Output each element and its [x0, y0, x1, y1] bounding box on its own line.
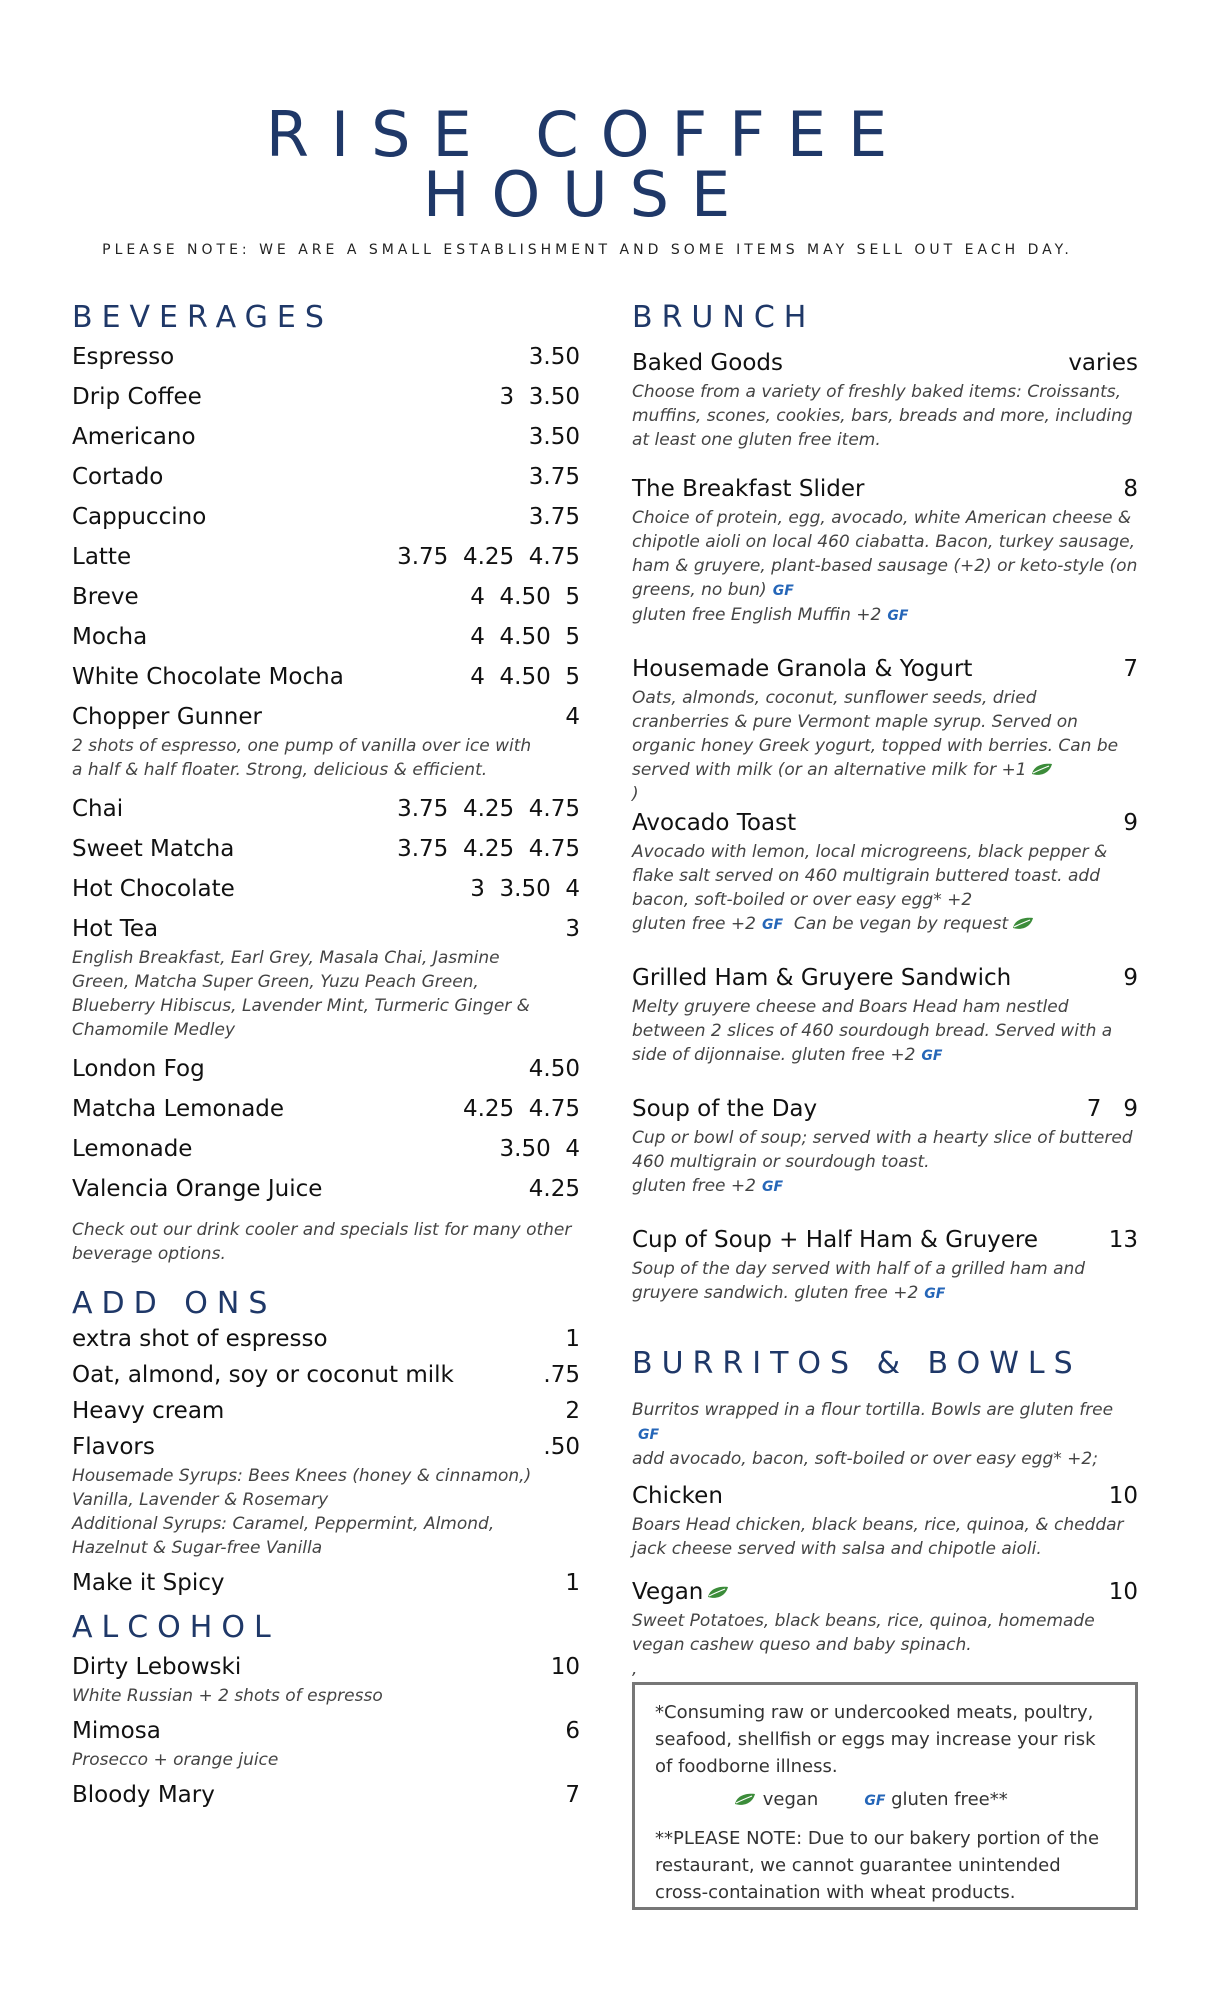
item-name: Drip Coffee: [72, 384, 202, 410]
item-price: 1: [565, 1570, 580, 1596]
item-name: Avocado Toast: [632, 810, 797, 836]
item-description-vegan: Can be vegan by request: [793, 914, 1009, 934]
item-name: London Fog: [72, 1056, 205, 1082]
addons-list: [72, 1326, 580, 1596]
item-price: 10: [1108, 1483, 1138, 1509]
item-name: Hot Tea: [72, 916, 159, 942]
menu-item: [72, 1718, 580, 1772]
item-name: Chai: [72, 796, 124, 822]
menu-item-grilled-ham: [632, 965, 1138, 1068]
item-price: 9: [1123, 965, 1138, 991]
item-name: Latte: [72, 544, 132, 570]
item-price: 6: [565, 1718, 580, 1744]
item-price: 4.25 4.75: [462, 1096, 580, 1122]
page-title-line2: HOUSE: [422, 158, 753, 231]
item-price: .75: [543, 1362, 580, 1388]
item-name: Chopper Gunner: [72, 704, 262, 730]
item-description-addons: add bacon, soft-boiled or over easy egg* +2: [632, 866, 1100, 910]
item-description-gf: gluten free English Muffin +2: [632, 605, 882, 625]
item-name: Matcha Lemonade: [72, 1096, 285, 1122]
right-column: [632, 300, 1138, 1681]
left-column: [72, 300, 580, 1808]
leaf-icon: [1011, 916, 1035, 932]
item-price: 3.75: [528, 504, 580, 530]
gf-icon: GF: [638, 1427, 660, 1443]
menu-item: [72, 384, 580, 410]
item-name: Make it Spicy: [72, 1570, 225, 1596]
item-price: 8: [1123, 476, 1138, 502]
item-description: 2 shots of espresso, one pump of vanilla over ice with a half & half floater. Strong, delicious & efficient.: [72, 736, 532, 780]
item-name: Baked Goods: [632, 350, 783, 376]
item-price: 4 4.50 5: [470, 584, 580, 610]
item-description: English Breakfast, Earl Grey, Masala Chai, Jasmine Green, Matcha Super Green, Yuzu Peach Green, Blueberry Hibiscus, Lavender Mint, Turmeric Ginger & Chamomile Medley: [72, 948, 530, 1040]
item-name: Cappuccino: [72, 504, 207, 530]
menu-item-avocado-toast: [632, 810, 1138, 937]
burritos-intro: Burritos wrapped in a flour tortilla. Bowls are gluten free: [632, 1400, 1114, 1420]
menu-item: [72, 1056, 580, 1082]
icon-legend: [730, 1786, 1115, 1815]
item-description: Choose from a variety of freshly baked items: Croissants, muffins, scones, cookies, bars, breads and more, including at least one gluten free item.: [632, 382, 1133, 450]
item-name: Lemonade: [72, 1136, 193, 1162]
bakery-cross-contamination-note: **PLEASE NOTE: Due to our bakery portion of the restaurant, we cannot guarantee unintended cross-containation with wheat products.: [655, 1828, 1100, 1903]
alcohol-heading: ALCOHOL: [72, 1610, 280, 1645]
menu-item: [72, 704, 580, 782]
menu-item: [72, 344, 580, 370]
item-price: 4 4.50 5: [470, 624, 580, 650]
item-description: Choice of protein, egg, avocado, white American cheese & chipotle aioli on local 460 ciabatta.: [632, 508, 1132, 552]
item-price: 3.75 4.25 4.75: [397, 544, 580, 570]
item-name: Grilled Ham & Gruyere Sandwich: [632, 965, 1012, 991]
menu-item: [72, 464, 580, 490]
menu-item: [72, 584, 580, 610]
item-name: Americano: [72, 424, 196, 450]
menu-item: [72, 916, 580, 1042]
item-price: 3.75 4.25 4.75: [397, 836, 580, 862]
item-price: 3 3.50: [499, 384, 580, 410]
menu-item: [72, 1570, 580, 1596]
item-price: 7: [565, 1782, 580, 1808]
menu-item: [72, 1176, 580, 1202]
menu-item-breakfast-slider: [632, 476, 1138, 628]
sellout-notice: PLEASE NOTE: WE ARE A SMALL ESTABLISHMENT AND SOME ITEMS MAY SELL OUT EACH DAY.: [102, 242, 1073, 258]
gf-icon: GF: [761, 917, 784, 933]
item-price: 3.50: [528, 424, 580, 450]
menu-item: [72, 876, 580, 902]
leaf-icon: [1030, 762, 1054, 778]
menu-item: [72, 544, 580, 570]
item-description-gf: gluten free +2: [632, 914, 756, 934]
brunch-heading: BRUNCH: [632, 300, 816, 335]
item-name: Flavors: [72, 1434, 155, 1460]
addons-heading: ADD ONS: [72, 1286, 277, 1321]
item-price: 3.75 4.25 4.75: [397, 796, 580, 822]
beverages-list: [72, 344, 580, 1202]
menu-item-soup: [632, 1096, 1138, 1199]
item-price: 7: [1123, 656, 1138, 682]
beverages-footer: Check out our drink cooler and specials list for many other beverage options.: [72, 1220, 572, 1264]
gf-icon: GF: [772, 583, 794, 599]
item-price: 4.25: [528, 1176, 580, 1202]
item-price: 3.50 4: [499, 1136, 580, 1162]
menu-item-chicken: [632, 1483, 1138, 1561]
item-name: Hot Chocolate: [72, 876, 235, 902]
item-price: 3.75: [528, 464, 580, 490]
item-name: The Breakfast Slider: [632, 476, 865, 502]
menu-item: [72, 1782, 580, 1808]
item-name: Breve: [72, 584, 139, 610]
allergy-notice-box: [632, 1682, 1138, 1910]
item-price: varies: [1068, 350, 1138, 376]
vegan-legend-label: vegan: [762, 1789, 819, 1810]
item-name: Heavy cream: [72, 1398, 225, 1424]
item-description: Sweet Potatoes, black beans, rice, quinoa, homemade vegan cashew queso and baby spinach.: [632, 1611, 1095, 1655]
menu-item: [72, 504, 580, 530]
beverages-heading: BEVERAGES: [72, 300, 333, 335]
menu-item: [72, 796, 580, 822]
gf-legend-label: gluten free**: [891, 1789, 1008, 1810]
item-description-milk: Can be served with milk (or an alternative milk for +1: [632, 736, 1119, 780]
item-description: Housemade Syrups: Bees Knees (honey & cinnamon,) Vanilla, Lavender & Rosemary Additional Syrups: Caramel, Peppermint, Almond, Hazelnut & Sugar-free Vanilla: [72, 1466, 532, 1558]
menu-item: [72, 1362, 580, 1388]
item-price: 3.50: [528, 344, 580, 370]
item-description: Avocado with lemon, local microgreens, black pepper & flake salt served on 460 multigrain buttered toast.: [632, 842, 1108, 886]
menu-item: [72, 1136, 580, 1162]
item-name: Vegan: [632, 1579, 704, 1605]
item-description-gf: gluten free +2: [632, 1176, 756, 1196]
item-price: 9: [1123, 810, 1138, 836]
menu-item: [72, 1398, 580, 1424]
gf-icon: GF: [924, 1286, 946, 1302]
item-name: Sweet Matcha: [72, 836, 235, 862]
menu-item: [72, 1096, 580, 1122]
item-price: 10: [550, 1654, 580, 1680]
menu-item: [72, 424, 580, 450]
item-description: Boars Head chicken, black beans, rice, quinoa, & cheddar jack cheese served with salsa and chipotle aioli.: [632, 1515, 1124, 1559]
item-description: White Russian + 2 shots of espresso: [72, 1686, 383, 1706]
alcohol-list: [72, 1654, 580, 1808]
menu-item: [72, 836, 580, 862]
item-name: Valencia Orange Juice: [72, 1176, 323, 1202]
menu-item-cup-soup-half: [632, 1227, 1138, 1306]
menu-item-baked-goods: [632, 350, 1138, 452]
item-name: Mimosa: [72, 1718, 161, 1744]
item-description: Cup or bowl of soup; served with a hearty slice of buttered 460 multigrain or sourdough toast.: [632, 1128, 1133, 1172]
item-name: extra shot of espresso: [72, 1326, 328, 1352]
menu-item: [72, 664, 580, 690]
item-name: Chicken: [632, 1483, 723, 1509]
item-name: Mocha: [72, 624, 148, 650]
item-name: Cortado: [72, 464, 164, 490]
item-price: 1: [565, 1326, 580, 1352]
menu-item: [72, 1326, 580, 1352]
item-price: 10: [1108, 1579, 1138, 1605]
item-price: 2: [565, 1398, 580, 1424]
gf-icon: GF: [921, 1048, 943, 1064]
item-price: 4: [565, 704, 580, 730]
gf-icon: GF: [887, 608, 909, 624]
gf-icon: GF: [761, 1179, 784, 1195]
item-description: Soup of the day served with half of a grilled ham and gruyere sandwich. gluten free +2: [632, 1259, 1086, 1303]
menu-item-vegan: [632, 1579, 1138, 1681]
leaf-icon: [706, 1585, 730, 1601]
item-name: Cup of Soup + Half Ham & Gruyere: [632, 1227, 1039, 1253]
raw-food-warning: *Consuming raw or undercooked meats, poultry, seafood, shellfish or eggs may increase your risk of foodborne illness.: [655, 1702, 1096, 1777]
menu-item: [72, 1434, 580, 1560]
item-description-options: Bacon, turkey sausage, ham & gruyere, plant-based sausage (+2) or keto-style (on greens, no bun): [632, 532, 1138, 600]
stray-mark: ,: [632, 1659, 638, 1679]
item-price: 4 4.50 5: [470, 664, 580, 690]
item-description: Prosecco + orange juice: [72, 1750, 279, 1770]
leaf-icon: [733, 1792, 757, 1808]
item-price: 7 9: [1086, 1096, 1138, 1122]
gf-icon: GF: [864, 1793, 886, 1809]
page-title: RISE COFFEE: [265, 98, 910, 171]
burritos-heading: BURRITOS & BOWLS: [632, 1346, 1082, 1381]
item-name: Espresso: [72, 344, 175, 370]
item-price: 3: [565, 916, 580, 942]
menu-item: [72, 624, 580, 650]
item-name: Housemade Granola & Yogurt: [632, 656, 973, 682]
item-price: 3 3.50 4: [470, 876, 580, 902]
item-description: Oats, almonds, coconut, sunflower seeds, dried cranberries & pure Vermont maple syrup. Served on organic honey Greek yogurt, topped with berries.: [632, 688, 1078, 756]
item-name: Soup of the Day: [632, 1096, 818, 1122]
item-name: Bloody Mary: [72, 1782, 215, 1808]
item-price: 13: [1108, 1227, 1138, 1253]
item-description-close: ): [632, 784, 639, 804]
menu-item: [72, 1654, 580, 1708]
item-price: .50: [543, 1434, 580, 1460]
item-name: Dirty Lebowski: [72, 1654, 242, 1680]
item-name: Oat, almond, soy or coconut milk: [72, 1362, 454, 1388]
item-name: White Chocolate Mocha: [72, 664, 344, 690]
item-description: Melty gruyere cheese and Boars Head ham nestled between 2 slices of 460 sourdough bread. Served with a side of dijonnaise. gluten free +2: [632, 997, 1113, 1065]
item-price: 4.50: [528, 1056, 580, 1082]
burritos-addons: add avocado, bacon, soft-boiled or over easy egg* +2;: [632, 1449, 1098, 1469]
menu-item-granola: [632, 656, 1138, 806]
